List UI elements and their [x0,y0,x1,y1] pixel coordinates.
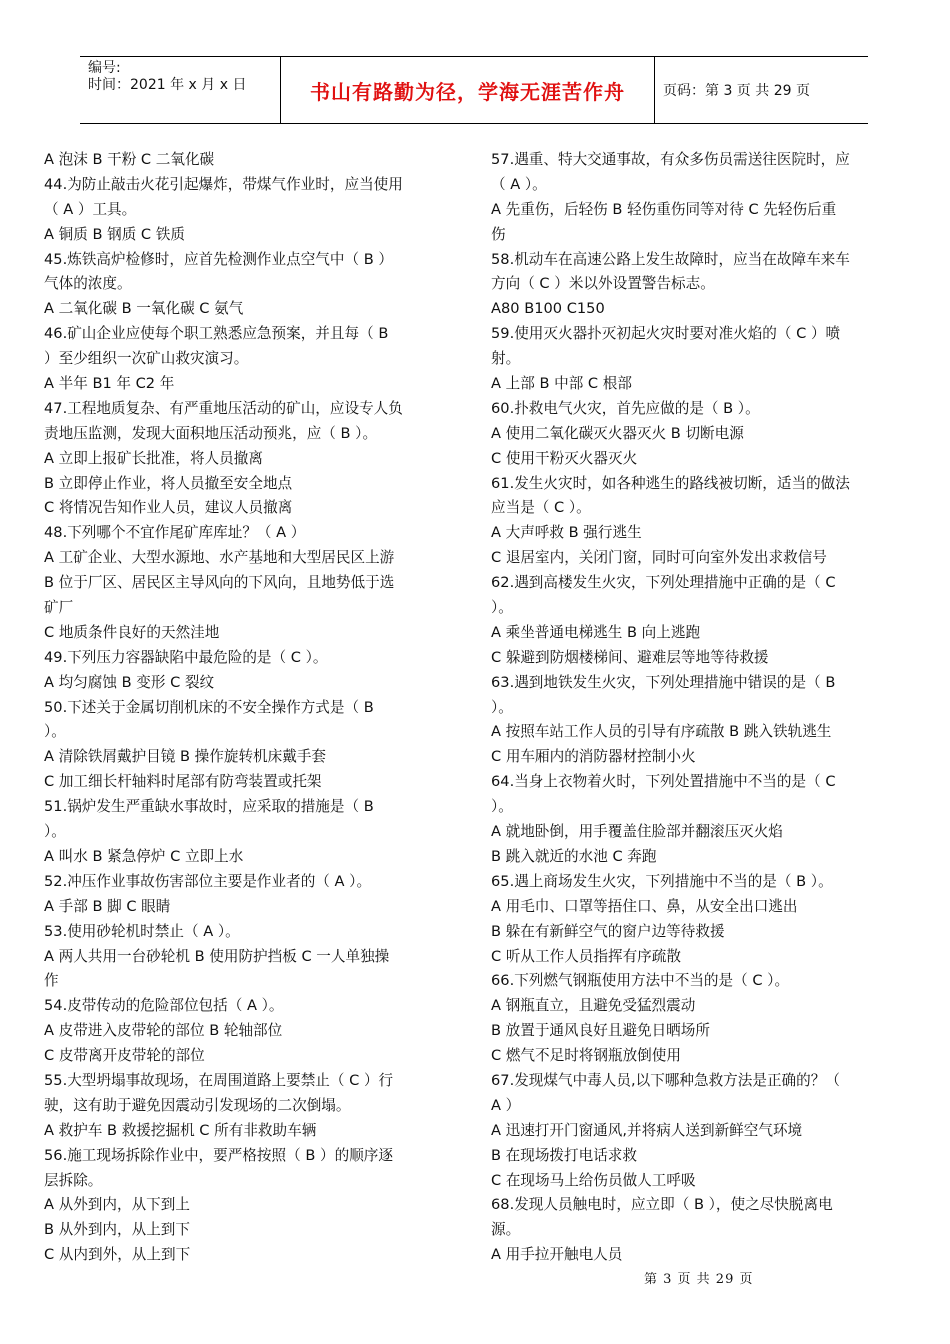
text-line: C 用车厢内的消防器材控制小火 [491,748,696,766]
text-line: A 先重伤，后轻伤 B 轻伤重伤同等对待 C 先轻伤后重 [491,200,837,218]
text-line: 44.为防止敲击火花引起爆炸，带煤气作业时，应当使用 [44,175,403,193]
text-line: 66.下列燃气钢瓶使用方法中不当的是（ C ）。 [491,972,790,990]
text-line: B 在现场拨打电话求救 [491,1146,637,1164]
text-line: 57.遇重、特大交通事故，有众多伤员需送往医院时，应 [491,151,850,168]
text-line: 伤 [491,225,506,243]
text-line: 驶，这有助于避免因震动引发现场的二次倒塌。 [44,1096,351,1114]
text-line: （ A ）。 [491,175,547,193]
text-line: 59.使用灭火器扑灭初起火灾时要对准火焰的（ C ）喷 [491,325,841,343]
text-line: 62.遇到高楼发生火灾，下列处理措施中正确的是（ C [491,574,836,592]
text-line: 方向（ C ）米以外设置警告标志。 [491,275,715,293]
text-line: A 清除铁屑戴护目镜 B 操作旋转机床戴手套 [44,748,327,766]
text-line: ）至少组织一次矿山救灾演习。 [44,350,249,368]
text-line: 68.发现人员触电时，应立即（ B ），使之尽快脱离电 [491,1196,833,1214]
text-line: C 将情况告知作业人员，建议人员撤离 [44,499,293,517]
text-line: B 位于厂区、居民区主导风向的下风向，且地势低于选 [44,574,395,592]
text-line: ）。 [491,599,513,617]
document-header [80,56,868,124]
text-line: A 手部 B 脚 C 眼睛 [44,897,171,915]
text-line: C 退居室内，关闭门窗，同时可向室外发出求救信号 [491,549,827,567]
text-line: C 地质条件良好的天然洼地 [44,623,220,641]
text-line: A 皮带进入皮带轮的部位 B 轮轴部位 [44,1022,283,1040]
text-line: 矿厂 [44,599,74,617]
text-line: A 两人共用一台砂轮机 B 使用防护挡板 C 一人单独操 [44,947,390,965]
text-line: A 用毛巾、口罩等捂住口、鼻，从安全出口逃出 [491,897,798,915]
text-line: 射。 [491,350,521,368]
text-line: A 就地卧倒，用手覆盖住脸部并翻滚压灭火焰 [491,823,783,841]
left-column [44,148,462,1268]
text-line: 63.遇到地铁发生火灾，下列处理措施中错误的是（ B [491,673,836,691]
text-line: A 大声呼救 B 强行逃生 [491,524,642,542]
text-line: 气体的浓度。 [44,275,132,293]
text-line: A 乘坐普通电梯逃生 B 向上逃跑 [491,623,701,641]
text-line: B 躲在有新鲜空气的窗户边等待救援 [491,922,725,940]
text-line: A 使用二氧化碳灭火器灭火 B 切断电源 [491,424,744,442]
serial-label: 编号: [88,60,121,76]
text-line: C 躲避到防烟楼梯间、避难层等地等待救援 [491,648,769,666]
text-line: A 立即上报矿长批准，将人员撤离 [44,449,263,467]
text-line: C 皮带离开皮带轮的部位 [44,1047,205,1065]
text-line: B 立即停止作业，将人员撤至安全地点 [44,474,293,492]
text-line: ）。 [491,698,513,716]
text-line: 55.大型坍塌事故现场，在周围道路上要禁止（ C ）行 [44,1071,394,1089]
text-line: 53.使用砂轮机时禁止（ A ）。 [44,922,240,940]
text-line: 67.发现煤气中毒人员,以下哪种急救方法是正确的？（ [491,1071,840,1089]
text-line: A 工矿企业、大型水源地、水产基地和大型居民区上游 [44,549,395,567]
text-line: 应当是（ C ）。 [491,499,591,517]
text-line: C 燃气不足时将钢瓶放倒使用 [491,1047,681,1065]
text-line: 51.锅炉发生严重缺水事故时，应采取的措施是（ B [44,798,374,816]
text-line: A 迅速打开门窗通风,并将病人送到新鲜空气环境 [491,1121,803,1139]
text-line: 48.下列哪个不宜作尾矿库库址？（ A ） [44,524,306,542]
text-line: A 钢瓶直立，且避免受猛烈震动 [491,997,696,1015]
text-line: 责地压监测，发现大面积地压活动预兆，应（ B ）。 [44,424,378,442]
text-line: A 泡沫 B 干粉 C 二氧化碳 [44,151,215,168]
text-line: 58.机动车在高速公路上发生故障时，应当在故障车来车 [491,250,850,268]
header-motto: 书山有路勤为径，学海无涯苦作舟 [280,57,655,123]
text-line: ）。 [44,823,66,841]
text-line: A 上部 B 中部 C 根部 [491,375,632,393]
text-line: ）。 [491,798,513,816]
text-line: A 按照车站工作人员的引导有序疏散 B 跳入铁轨逃生 [491,723,832,741]
text-line: 49.下列压力容器缺陷中最危险的是（ C ）。 [44,648,328,666]
text-line: 源。 [491,1221,521,1239]
text-line: A 用手拉开触电人员 [491,1246,623,1264]
text-line: C 在现场马上给伤员做人工呼吸 [491,1171,696,1189]
text-line: 64.当身上衣物着火时，下列处置措施中不当的是（ C [491,773,836,791]
text-line: A ） [491,1096,521,1114]
page-footer: 第 3 页 共 29 页 [644,1272,754,1287]
text-line: A 二氧化碳 B 一氧化碳 C 氨气 [44,300,244,318]
text-line: A80 B100 C150 [491,300,605,318]
text-line: B 跳入就近的水池 C 奔跑 [491,847,657,865]
text-line: A 半年 B1 年 C2 年 [44,375,175,393]
text-line: 层拆除。 [44,1171,103,1189]
text-line: 65.遇上商场发生火灾，下列措施中不当的是（ B ）。 [491,872,833,890]
text-line: 46.矿山企业应使每个职工熟悉应急预案，并且每（ B [44,325,389,343]
text-line: ）。 [44,723,66,741]
text-line: 54.皮带传动的危险部位包括（ A ）。 [44,997,284,1015]
text-line: 60.扑救电气火灾，首先应做的是（ B ）。 [491,399,760,417]
text-line: 52.冲压作业事故伤害部位主要是作业者的（ A ）。 [44,872,372,890]
text-line: 61.发生火灾时，如各种逃生的路线被切断，适当的做法 [491,474,850,492]
text-line: 56.施工现场拆除作业中，要严格按照（ B ）的顺序逐 [44,1146,393,1164]
header-page-info: 页码：第 3 页 共 29 页 [663,83,810,99]
text-line: A 铜质 B 钢质 C 铁质 [44,225,185,243]
text-line: B 放置于通风良好且避免日晒场所 [491,1022,710,1040]
text-line: A 叫水 B 紧急停炉 C 立即上水 [44,847,244,865]
text-line: C 从内到外，从上到下 [44,1246,191,1264]
text-line: C 听从工作人员指挥有序疏散 [491,947,681,965]
time-label: 时间：2021 年 x 月 x 日 [88,77,247,93]
text-line: B 从外到内，从上到下 [44,1221,190,1239]
text-line: A 均匀腐蚀 B 变形 C 裂纹 [44,673,215,691]
text-line: A 从外到内，从下到上 [44,1196,190,1214]
header-meta [80,57,280,123]
text-line: C 使用干粉灭火器灭火 [491,449,638,467]
text-line: 作 [44,972,59,990]
text-line: 45.炼铁高炉检修时，应首先检测作业点空气中（ B ） [44,250,393,268]
text-line: 47.工程地质复杂、有严重地压活动的矿山，应设专人负 [44,399,403,417]
right-column [491,148,909,1268]
text-line: C 加工细长杆轴料时尾部有防弯装置或托架 [44,773,322,791]
text-line: 50.下述关于金属切削机床的不安全操作方式是（ B [44,698,374,716]
text-line: （ A ）工具。 [44,200,137,218]
text-line: A 救护车 B 救援挖掘机 C 所有非救助车辆 [44,1121,317,1139]
